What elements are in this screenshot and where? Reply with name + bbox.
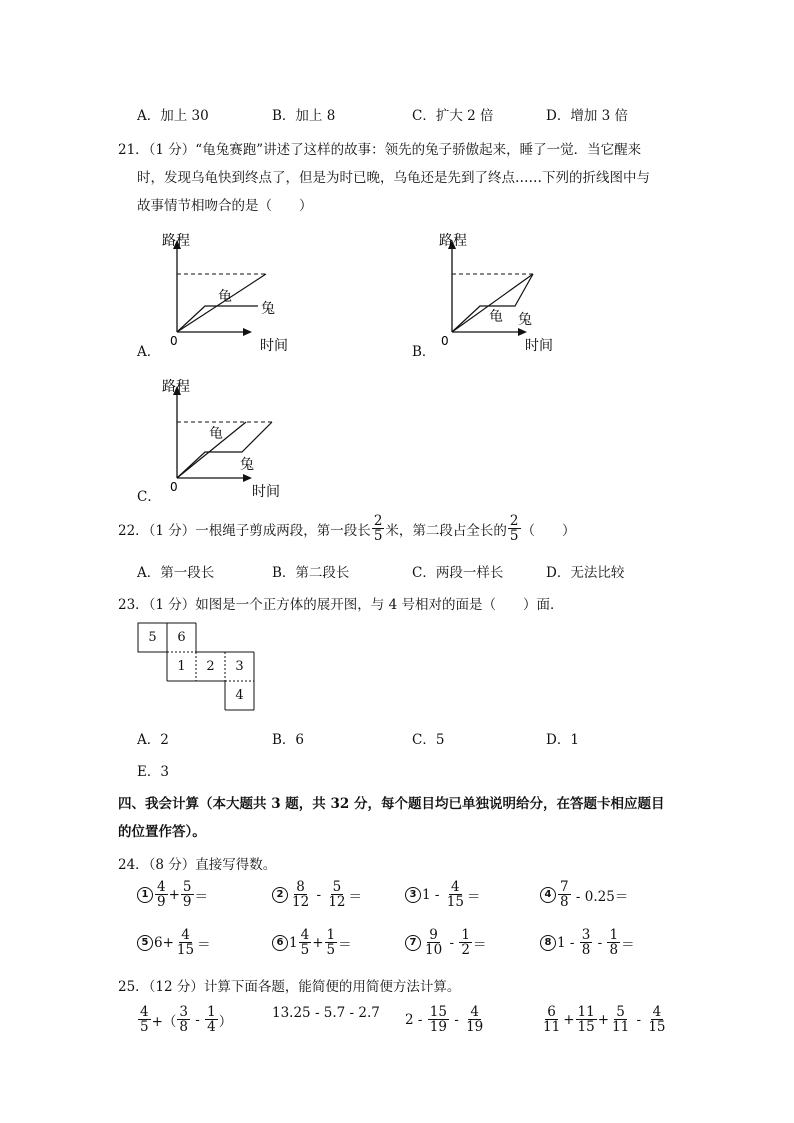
cube-face-5: 5 — [148, 630, 157, 645]
q25-item-numerator: 1 — [207, 1004, 216, 1020]
q24-stem: 24．（8 分）直接写得数。 — [118, 857, 277, 873]
q24-item-numerator: 1 — [609, 927, 619, 943]
q23-option-c[interactable]: C．5 — [412, 732, 445, 748]
q25-item-numerator: 6 — [547, 1004, 556, 1020]
q21-option-c[interactable]: C． — [137, 489, 161, 505]
q24-item-numerator: 3 — [581, 927, 591, 943]
q25-item-fraction — [464, 1005, 485, 1034]
graph-b-ylabel: 路程 — [439, 233, 467, 249]
q24-item-denominator: 12 — [328, 894, 346, 911]
q25-item-numerator: 15 — [429, 1004, 447, 1020]
section4-heading-line2: 的位置作答）。 — [118, 824, 206, 840]
q25-item-denominator: 19 — [429, 1019, 447, 1036]
q24-item-numerator: 4 — [300, 927, 310, 943]
q22-suffix: （ ） — [521, 522, 576, 539]
q23-option-d[interactable]: D．1 — [546, 732, 579, 748]
q24-item-text: 6+ — [154, 934, 174, 951]
q24-item-8 — [540, 928, 635, 957]
q24-item-fraction — [580, 928, 593, 957]
q20-option-b[interactable]: B．加上 8 — [272, 108, 336, 124]
q24-item-fraction — [459, 928, 472, 957]
q25-item-text: + — [563, 1011, 575, 1028]
q24-item-numerator: 1 — [326, 927, 336, 943]
q25-item-denominator: 5 — [140, 1019, 149, 1036]
q25-item-numerator: 4 — [140, 1004, 149, 1020]
q24-item-numerator: 4 — [181, 927, 190, 943]
q24-item-numerator: 8 — [296, 879, 305, 895]
q23-option-e[interactable]: E．3 — [137, 764, 169, 780]
q22-mid: 米，第二段占全长的 — [385, 522, 507, 539]
q24-item-number: 3 — [405, 887, 421, 903]
q24-item-numerator: 7 — [560, 879, 569, 895]
q24-item-fraction — [181, 880, 194, 909]
q23-option-a[interactable]: A．2 — [137, 732, 169, 748]
q21-option-a[interactable]: A． — [137, 344, 161, 360]
q22-option-b[interactable]: B．第二段长 — [272, 565, 350, 581]
q24-item-number: 6 — [272, 935, 288, 951]
q24-item-numerator: 1 — [461, 927, 470, 943]
q24-item-fraction — [423, 928, 444, 957]
graph-c-rabbit-label: 兔 — [240, 457, 254, 473]
graph-c-ylabel: 路程 — [162, 379, 190, 395]
q24-item-text: - — [312, 886, 326, 903]
q21-stem-line1: 21．（1 分）“龟兔赛跑”讲述了这样的故事：领先的兔子骄傲起来，睡了一觉．当它醒来 — [118, 142, 642, 158]
q24-item-text: 1 - — [557, 934, 579, 951]
q24-item-denominator: 12 — [292, 894, 310, 911]
graph-a-origin: 0 — [170, 334, 178, 348]
q24-item-text: ＝ — [338, 936, 352, 953]
cube-face-2: 2 — [206, 659, 215, 674]
q25-item-1 — [137, 1005, 232, 1034]
q24-item-text: ＝ — [197, 936, 211, 953]
q25-item-denominator: 8 — [179, 1019, 188, 1036]
q24-item-denominator: 8 — [609, 942, 619, 959]
q24-item-text: ＝ — [348, 888, 363, 905]
q24-item-6 — [272, 928, 352, 957]
q22-frac2-den: 5 — [509, 528, 519, 545]
q24-item-number: 2 — [272, 887, 288, 903]
cube-face-1: 1 — [177, 659, 186, 674]
graph-a-ylabel: 路程 — [162, 233, 190, 249]
q22-option-d[interactable]: D．无法比较 — [546, 565, 625, 581]
q21-option-b[interactable]: B． — [412, 344, 436, 360]
cube-net — [137, 622, 257, 712]
q20-option-d[interactable]: D．增加 3 倍 — [546, 108, 628, 124]
q22-option-a[interactable]: A．第一段长 — [137, 565, 215, 581]
q25-item-denominator: 11 — [612, 1019, 630, 1036]
q24-item-fraction — [299, 928, 312, 957]
q24-item-fraction — [558, 880, 571, 909]
q25-item-2 — [272, 1005, 380, 1021]
graph-a-rabbit-label: 兔 — [261, 301, 275, 317]
q24-item-denominator: 10 — [425, 942, 443, 959]
q24-item-denominator: 8 — [560, 894, 569, 911]
q22-fraction-1 — [372, 514, 385, 543]
q24-item-fraction — [155, 880, 168, 909]
graph-c-xlabel: 时间 — [252, 484, 280, 500]
q25-item-fraction — [428, 1005, 449, 1034]
q24-item-text: - 0.25＝ — [571, 888, 629, 905]
graph-b-xlabel: 时间 — [525, 338, 553, 354]
graph-b-turtle-label: 龟 — [489, 309, 503, 325]
q22-frac2-num: 2 — [509, 513, 519, 529]
cube-face-3: 3 — [235, 659, 244, 674]
q25-item-fraction — [177, 1005, 190, 1034]
graph-c-origin: 0 — [170, 480, 178, 494]
q25-item-text: - — [191, 1011, 205, 1028]
q25-stem: 25．（12 分）计算下面各题，能简便的用简便方法计算。 — [118, 979, 461, 995]
q25-item-denominator: 15 — [648, 1019, 666, 1036]
q24-item-5 — [137, 928, 211, 957]
q24-item-numerator: 5 — [182, 879, 192, 895]
q25-item-fraction — [205, 1005, 218, 1034]
q25-item-text: ） — [218, 1013, 233, 1030]
q22-fraction-2 — [508, 514, 521, 543]
q22-frac1-num: 2 — [373, 513, 383, 529]
q24-item-number: 7 — [405, 935, 421, 951]
q25-item-numerator: 3 — [179, 1004, 188, 1020]
q24-item-text: + — [168, 886, 180, 903]
q25-item-fraction — [138, 1005, 151, 1034]
q24-item-fraction — [326, 880, 347, 909]
cube-face-6: 6 — [177, 630, 186, 645]
q24-item-text: - — [593, 934, 607, 951]
q24-item-fraction — [325, 928, 338, 957]
q25-item-fraction — [646, 1005, 667, 1034]
q22-frac1-den: 5 — [373, 528, 383, 545]
q24-item-denominator: 9 — [157, 894, 166, 911]
q25-item-text: 2 - — [405, 1011, 427, 1028]
q24-item-text: - — [445, 934, 459, 951]
q25-item-numerator: 4 — [470, 1004, 479, 1020]
q25-item-denominator: 19 — [466, 1019, 484, 1036]
q24-item-text: ＝ — [194, 888, 208, 905]
q22-stem — [118, 514, 576, 543]
q24-item-text: + — [312, 934, 324, 951]
q25-item-4 — [540, 1005, 669, 1034]
q24-item-7 — [405, 928, 486, 957]
q24-item-fraction — [290, 880, 311, 909]
q24-item-1 — [137, 880, 208, 909]
q25-item-text: - — [449, 1011, 464, 1028]
q25-item-3 — [405, 1005, 486, 1034]
q24-item-denominator: 15 — [176, 942, 195, 959]
q21-stem-line2: 时，发现乌龟快到终点了，但是为时已晚，乌龟还是先到了终点……下列的折线图中与 — [137, 170, 650, 186]
q24-item-fraction — [445, 880, 466, 909]
graph-a-xlabel: 时间 — [260, 338, 288, 354]
q24-item-number: 1 — [137, 887, 153, 903]
q24-item-3 — [405, 880, 480, 909]
q25-item-fraction — [610, 1005, 631, 1034]
q25-item-fraction — [541, 1005, 562, 1034]
graph-b-origin: 0 — [441, 334, 449, 348]
q25-item-denominator: 15 — [577, 1019, 595, 1036]
q24-item-text: ＝ — [621, 936, 635, 953]
q24-item-4 — [540, 880, 628, 909]
q23-option-b[interactable]: B．6 — [272, 732, 305, 748]
q22-prefix: 22．（1 分）一根绳子剪成两段，第一段长 — [118, 522, 371, 539]
graph-b-rabbit-label: 兔 — [518, 312, 532, 328]
q20-option-c[interactable]: C．扩大 2 倍 — [412, 108, 494, 124]
q25-item-text: 13.25 - 5.7 - 2.7 — [272, 1005, 380, 1021]
q25-item-numerator: 5 — [616, 1004, 625, 1020]
q21-stem-line3: 故事情节相吻合的是（ ） — [137, 198, 313, 214]
q24-item-denominator: 8 — [581, 942, 591, 959]
q24-item-text: 1 — [289, 934, 298, 951]
q24-item-denominator: 2 — [461, 942, 470, 959]
q24-item-numerator: 9 — [429, 927, 438, 943]
q24-item-numerator: 4 — [157, 879, 166, 895]
q24-item-2 — [272, 880, 362, 909]
q24-item-fraction — [175, 928, 196, 957]
q24-item-fraction — [607, 928, 620, 957]
q24-item-text: ＝ — [472, 936, 487, 953]
q22-option-c[interactable]: C．两段一样长 — [412, 565, 504, 581]
q24-item-denominator: 15 — [446, 894, 464, 911]
q24-item-denominator: 5 — [300, 942, 310, 959]
q24-item-number: 4 — [540, 887, 556, 903]
section4-heading-line1: 四、我会计算（本大题共 3 题，共 32 分，每个题目均已单独说明给分，在答题卡相应题目 — [118, 796, 665, 812]
q24-item-number: 5 — [137, 935, 153, 951]
q24-item-numerator: 4 — [451, 879, 460, 895]
q24-item-text: 1 - — [422, 886, 444, 903]
q25-item-text: +（ — [151, 1013, 177, 1030]
q25-item-denominator: 11 — [543, 1019, 561, 1036]
q24-item-number: 8 — [540, 935, 556, 951]
q25-item-fraction — [576, 1005, 597, 1034]
q20-option-a[interactable]: A．加上 30 — [137, 108, 209, 124]
cube-face-4: 4 — [235, 688, 244, 703]
q24-item-numerator: 5 — [332, 879, 342, 895]
q25-item-text: + — [597, 1011, 609, 1028]
q25-item-text: - — [632, 1011, 646, 1028]
graph-a-turtle-label: 龟 — [218, 289, 232, 305]
q25-item-numerator: 11 — [577, 1004, 595, 1020]
q25-item-numerator: 4 — [652, 1004, 662, 1020]
graph-c-turtle-label: 龟 — [209, 426, 223, 442]
q24-item-denominator: 9 — [182, 894, 192, 911]
q24-item-text: ＝ — [466, 888, 481, 905]
q25-item-denominator: 4 — [207, 1019, 216, 1036]
q24-item-denominator: 5 — [326, 942, 336, 959]
q23-stem: 23．（1 分）如图是一个正方体的展开图，与 4 号相对的面是（ ）面． — [118, 597, 564, 613]
